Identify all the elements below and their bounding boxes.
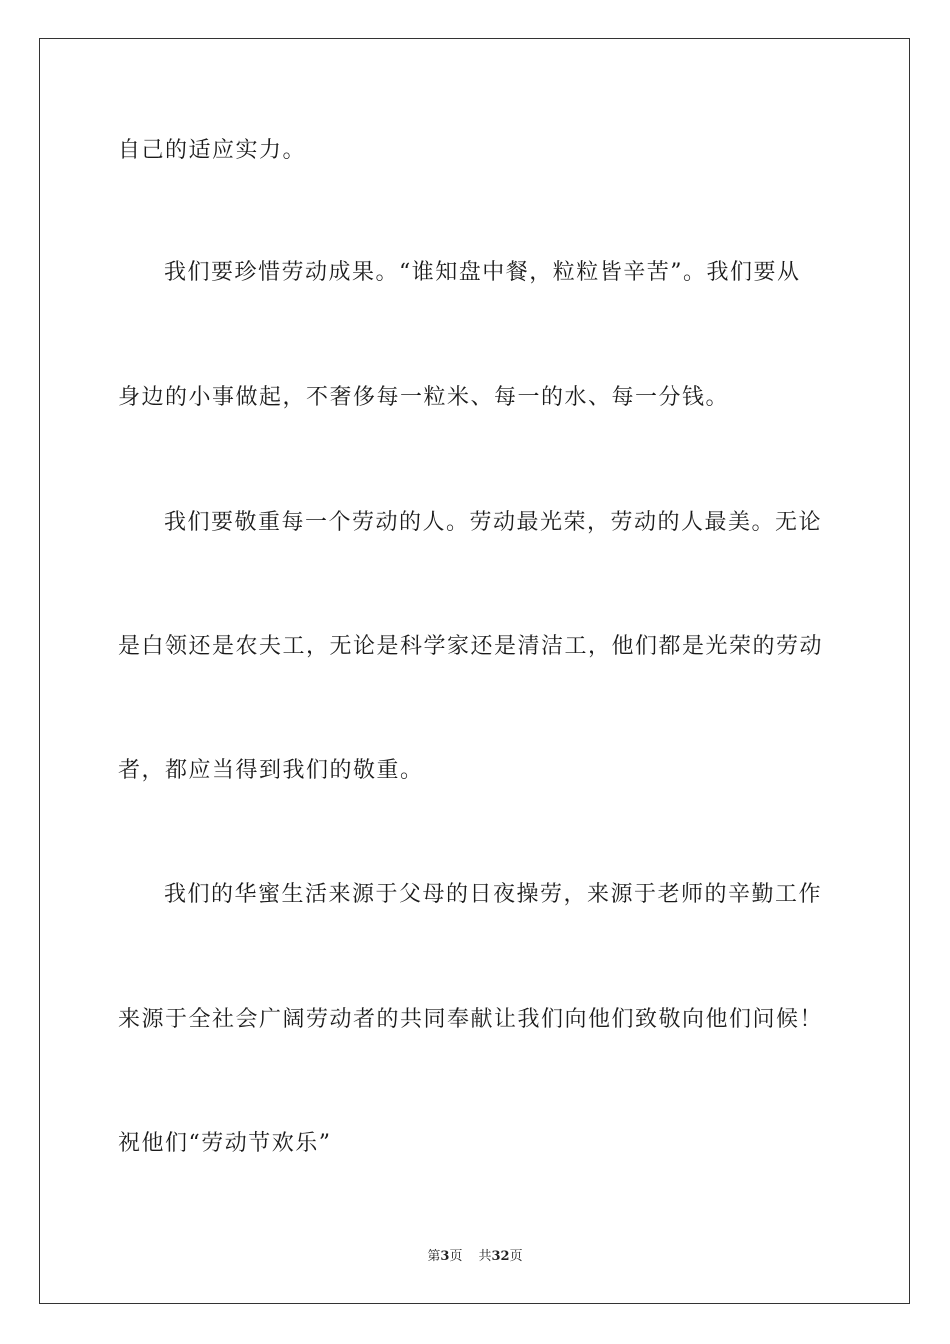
- paragraph-line-1: 自己的适应实力。: [118, 138, 307, 163]
- total-suffix: 页: [509, 1249, 523, 1264]
- paragraph-line-6: 者，都应当得到我们的敬重。: [118, 758, 424, 783]
- paragraph-line-3: 身边的小事做起，不奢侈每一粒米、每一的水、每一分钱。: [118, 385, 730, 410]
- current-page-number: 3: [440, 1249, 450, 1264]
- paragraph-line-2: 我们要珍惜劳动成果。“谁知盘中餐，粒粒皆辛苦”。我们要从: [164, 260, 801, 285]
- paragraph-line-4: 我们要敬重每一个劳动的人。劳动最光荣，劳动的人最美。无论: [164, 510, 823, 535]
- paragraph-line-5: 是白领还是农夫工，无论是科学家还是清洁工，他们都是光荣的劳动: [118, 634, 824, 659]
- total-prefix: 共: [478, 1249, 492, 1264]
- paragraph-line-7: 我们的华蜜生活来源于父母的日夜操劳，来源于老师的辛勤工作: [164, 882, 823, 907]
- page-footer: [0, 1248, 950, 1266]
- paragraph-line-8: 来源于全社会广阔劳动者的共同奉献让我们向他们致敬向他们问候！: [118, 1007, 824, 1032]
- paragraph-line-9: 祝他们“劳动节欢乐”: [118, 1131, 332, 1156]
- total-page-count: 32: [491, 1249, 510, 1264]
- page-border: [39, 38, 910, 1304]
- page-prefix: 第: [427, 1249, 441, 1264]
- page-suffix: 页: [449, 1249, 463, 1264]
